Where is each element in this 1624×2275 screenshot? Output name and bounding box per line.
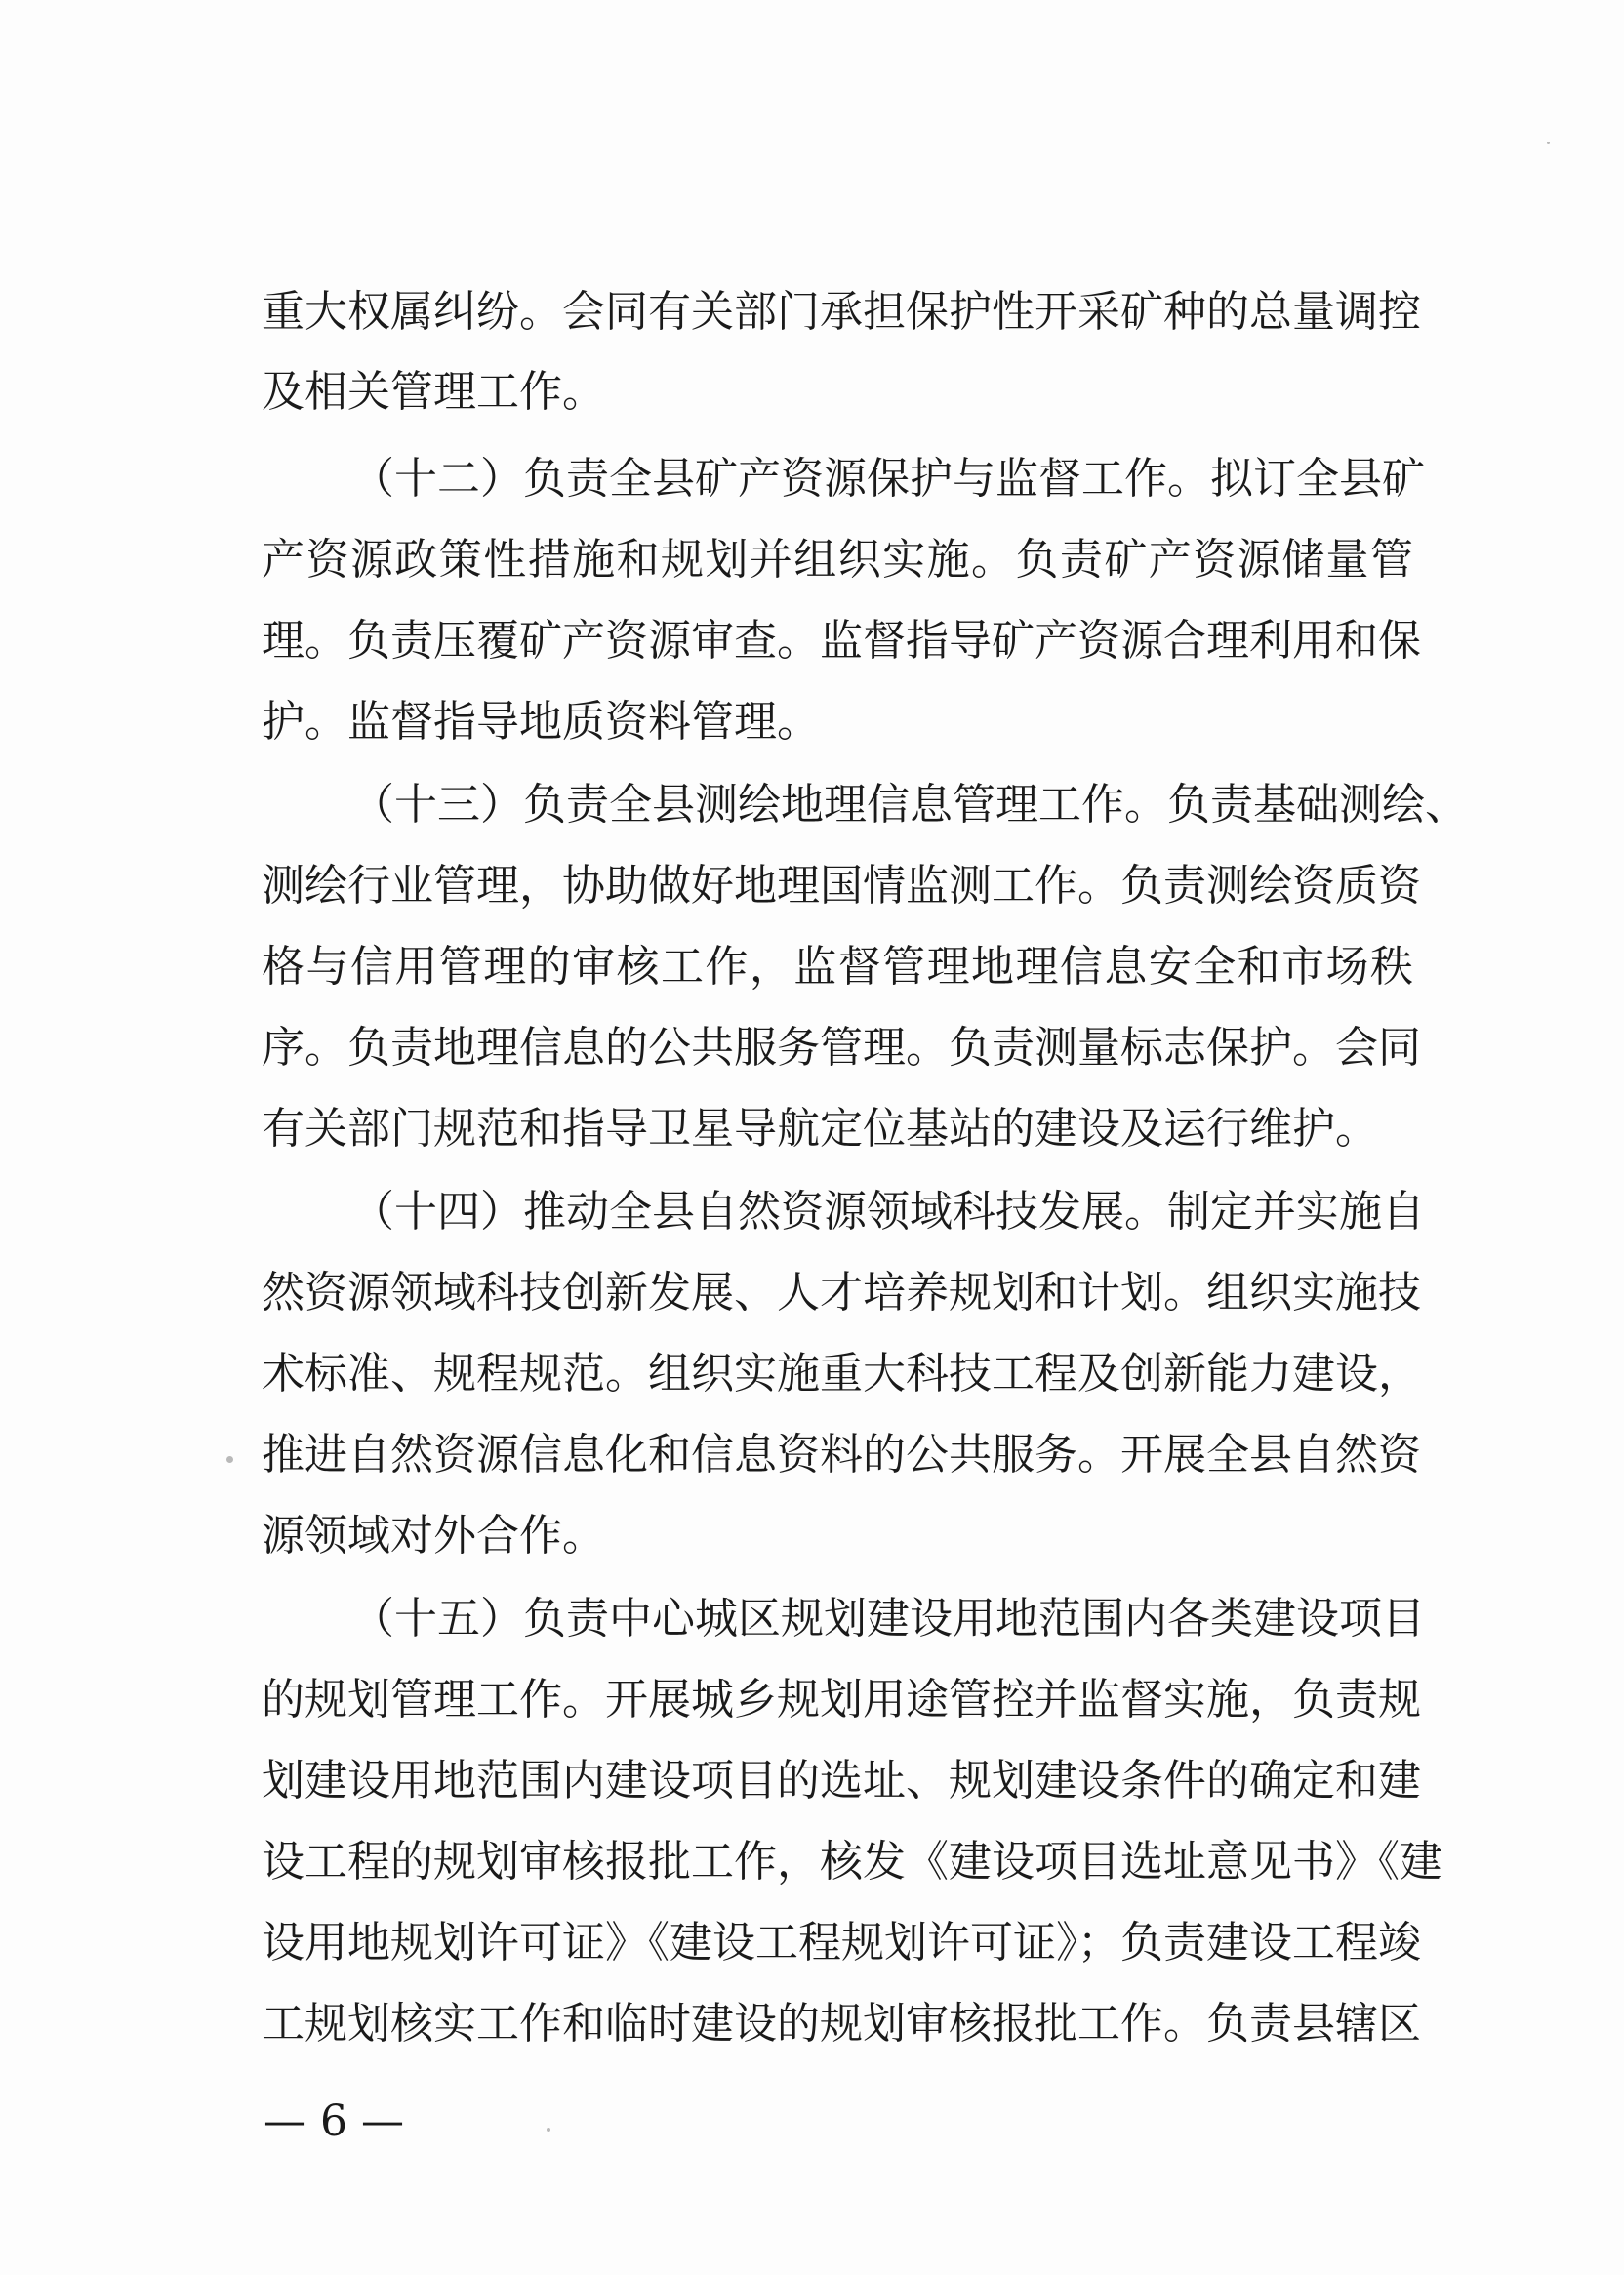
text-line: 理。负责压覆矿产资源审查。监督指导矿产资源合理利用和保	[262, 616, 1421, 666]
text-line: 然资源领域科技创新发展、人才培养规划和计划。组织实施技	[262, 1268, 1421, 1318]
text-line: 的规划管理工作。开展城乡规划用途管控并监督实施，负责规	[262, 1675, 1421, 1725]
paragraph-heading-line: （十四）推动全县自然资源领域科技发展。制定并实施自	[351, 1187, 1425, 1237]
text-line: 及相关管理工作。	[262, 367, 605, 417]
paragraph-heading-line: （十三）负责全县测绘地理信息管理工作。负责基础测绘、	[351, 780, 1468, 830]
text-line: 序。负责地理信息的公共服务管理。负责测量标志保护。会同	[262, 1023, 1421, 1073]
scan-speck	[1547, 142, 1550, 144]
paragraph-heading-line: （十二）负责全县矿产资源保护与监督工作。拟订全县矿	[351, 454, 1425, 504]
text-line: 格与信用管理的审核工作，监督管理地理信息安全和市场秩	[262, 942, 1413, 992]
text-line: 源领域对外合作。	[262, 1511, 605, 1561]
text-line: 测绘行业管理，协助做好地理国情监测工作。负责测绘资质资	[262, 861, 1421, 911]
scan-speck	[226, 1456, 233, 1463]
text-line: 产资源政策性措施和规划并组织实施。负责矿产资源储量管	[262, 535, 1413, 585]
text-line: 重大权属纠纷。会同有关部门承担保护性开采矿种的总量调控	[262, 287, 1421, 337]
text-line: 推进自然资源信息化和信息资料的公共服务。开展全县自然资	[262, 1430, 1421, 1480]
text-line: 术标准、规程规范。组织实施重大科技工程及创新能力建设，	[262, 1349, 1421, 1399]
text-line: 有关部门规范和指导卫星导航定位基站的建设及运行维护。	[262, 1104, 1378, 1154]
text-line: 设用地规划许可证》《建设工程规划许可证》；负责建设工程竣	[262, 1918, 1421, 1968]
text-line: 工规划核实工作和临时建设的规划审核报批工作。负责县辖区	[262, 1999, 1421, 2049]
text-line: 设工程的规划审核报批工作，核发《建设项目选址意见书》《建	[262, 1837, 1442, 1887]
text-line: 护。监督指导地质资料管理。	[262, 697, 820, 747]
page-number: — 6 —	[264, 2096, 404, 2146]
text-line: 划建设用地范围内建设项目的选址、规划建设条件的确定和建	[262, 1756, 1421, 1806]
paragraph-heading-line: （十五）负责中心城区规划建设用地范围内各类建设项目	[351, 1594, 1425, 1644]
scan-speck	[547, 2128, 550, 2132]
